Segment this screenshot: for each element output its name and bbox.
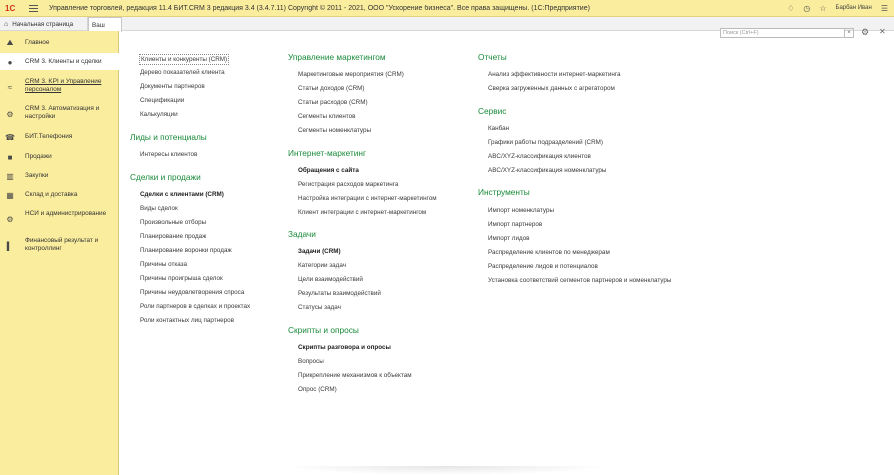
nav-link[interactable]: Анализ эффективности интернет-маркетинга bbox=[488, 71, 621, 78]
nav-link[interactable]: Причины отказа bbox=[140, 261, 188, 268]
cart-icon: ▥ bbox=[6, 171, 14, 181]
sidebar-item-nsi[interactable] bbox=[0, 208, 119, 228]
nav-link[interactable]: Регистрация расходов маркетинга bbox=[298, 181, 399, 188]
nav-link[interactable]: Импорт лидов bbox=[488, 235, 530, 242]
section-heading: Задачи bbox=[288, 229, 316, 239]
nav-link[interactable]: Клиенты и конкуренты (CRM) bbox=[141, 56, 228, 63]
main-menu-button[interactable] bbox=[29, 5, 43, 12]
search-input[interactable]: Поиск (Ctrl+F) bbox=[720, 28, 845, 38]
section-heading: Инструменты bbox=[478, 187, 530, 197]
home-icon: ⛰ bbox=[6, 38, 14, 47]
close-icon[interactable]: ✕ bbox=[879, 27, 886, 36]
nav-link[interactable]: Причины проигрыша сделок bbox=[140, 275, 223, 282]
nav-link[interactable]: Произвольные отборы bbox=[140, 219, 207, 226]
sidebar-item-warehouse[interactable] bbox=[0, 188, 119, 201]
nav-link[interactable]: Статьи доходов (CRM) bbox=[298, 85, 365, 92]
nav-link[interactable]: Установка соответствий сегментов партнеров и номенклатуры bbox=[488, 277, 672, 284]
section-heading: Отчеты bbox=[478, 52, 507, 62]
nav-link[interactable]: Статусы задач bbox=[298, 304, 341, 311]
nav-link[interactable]: Документы партнеров bbox=[140, 83, 205, 90]
nav-link[interactable]: Спецификации bbox=[140, 97, 185, 104]
user-name[interactable]: Барбан Иван bbox=[835, 5, 872, 11]
nav-link[interactable]: Планирование воронки продаж bbox=[140, 247, 232, 254]
sidebar-item-label: Главное bbox=[25, 39, 50, 46]
sidebar-item-label: Финансовый результат и контроллинг bbox=[25, 237, 99, 252]
sidebar-item-label: НСИ и администрирование bbox=[25, 210, 107, 217]
settings-menu-icon[interactable]: ☰ bbox=[880, 3, 888, 13]
nav-link[interactable]: Вопросы bbox=[298, 358, 324, 365]
nav-link[interactable]: Интересы клиентов bbox=[140, 151, 198, 158]
nav-link[interactable]: Сверка загруженных данных с агрегатором bbox=[488, 85, 615, 92]
sidebar-item-label: Продажи bbox=[25, 153, 52, 160]
nav-link[interactable]: Маркетинговые мероприятия (CRM) bbox=[298, 71, 404, 78]
section-heading: Сервис bbox=[478, 106, 507, 116]
nav-link[interactable]: Канбан bbox=[488, 125, 510, 132]
nav-link[interactable]: Сделки с клиентами (CRM) bbox=[140, 191, 224, 198]
nav-link[interactable]: Распределение клиентов по менеджерам bbox=[488, 249, 610, 256]
section-heading: Управление маркетингом bbox=[288, 52, 386, 62]
coins-icon: ● bbox=[7, 57, 13, 67]
warehouse-icon: ▦ bbox=[6, 190, 14, 200]
sidebar-item-telephony[interactable] bbox=[0, 130, 119, 143]
gear-icon: ⚙ bbox=[6, 214, 14, 224]
nav-link[interactable]: Калькуляции bbox=[140, 111, 178, 118]
nav-link[interactable]: Виды сделок bbox=[140, 205, 178, 212]
kpi-icon: ≈ bbox=[7, 82, 13, 92]
nav-link[interactable]: ABC/XYZ-классификация клиентов bbox=[488, 153, 591, 160]
nav-link[interactable]: Категории задач bbox=[298, 262, 347, 269]
nav-link[interactable]: Статьи расходов (CRM) bbox=[298, 99, 368, 106]
bag-icon: ■ bbox=[7, 152, 13, 162]
home-icon: ⌂ bbox=[4, 20, 9, 28]
sidebar-item-label: БИТ.Телефония bbox=[25, 133, 73, 140]
nav-link[interactable]: Прикрепление механизмов к объектам bbox=[298, 372, 412, 379]
sidebar-item-crm-automation[interactable] bbox=[0, 103, 119, 123]
nav-link[interactable]: Роли партнеров в сделках и проектах bbox=[140, 303, 251, 310]
nav-link[interactable]: Причины неудовлетворения спроса bbox=[140, 289, 245, 296]
tab-home-label: Начальная страница bbox=[12, 20, 74, 28]
window-title: Управление торговлей, редакция 11.4 БИТ.CRM 3 редакция 3.4 (3.4.7.11) Copyright © 2011 - 2021, ООО "Ускорение бизнеса". Все права защищены. (1С:Предприятие) bbox=[49, 4, 590, 12]
sections-panel bbox=[0, 31, 119, 475]
sidebar-item-label: CRM 3. KPI и Управление персоналом bbox=[25, 78, 102, 93]
gear-icon[interactable]: ⚙ bbox=[861, 27, 870, 37]
sidebar-item-crm-kpi[interactable] bbox=[0, 76, 119, 96]
nav-link[interactable]: Планирование продаж bbox=[140, 233, 207, 240]
sidebar-item-main[interactable] bbox=[0, 36, 119, 49]
sidebar-item-label: Склад и доставка bbox=[25, 191, 78, 198]
sidebar-item-sales[interactable] bbox=[0, 150, 119, 163]
nav-link[interactable]: Цели взаимодействий bbox=[298, 276, 363, 283]
section-heading: Лиды и потенциалы bbox=[130, 132, 207, 142]
tab-active-label: Ваш bbox=[92, 21, 105, 29]
clear-search-button[interactable]: × bbox=[845, 28, 854, 38]
nav-link[interactable]: ABC/XYZ-классификация номенклатуры bbox=[488, 167, 607, 174]
nav-link[interactable]: Задачи (CRM) bbox=[298, 248, 341, 255]
nav-link[interactable]: Сегменты номенклатуры bbox=[298, 127, 372, 134]
sidebar-item-finance[interactable] bbox=[0, 235, 119, 255]
nav-link[interactable]: Обращения с сайта bbox=[298, 167, 359, 174]
nav-link[interactable]: Графики работы подразделений (CRM) bbox=[488, 139, 603, 146]
bell-icon[interactable]: ♢ bbox=[787, 3, 795, 13]
app-logo: 1С bbox=[5, 3, 16, 13]
title-bar bbox=[0, 0, 894, 17]
sidebar-item-label: CRM 3. Автоматизация и настройки bbox=[25, 105, 100, 120]
phone-icon: ☎ bbox=[5, 132, 15, 142]
star-icon[interactable]: ☆ bbox=[819, 3, 827, 13]
automation-icon: ⚙ bbox=[6, 109, 14, 119]
nav-link[interactable]: Скрипты разговора и опросы bbox=[298, 344, 391, 351]
nav-link[interactable]: Настройка интеграции с интернет-маркетингом bbox=[298, 195, 437, 202]
nav-link[interactable]: Дерево показателей клиента bbox=[140, 69, 225, 76]
nav-link[interactable]: Распределение лидов и потенциалов bbox=[488, 263, 598, 270]
sidebar-item-purchases[interactable] bbox=[0, 169, 119, 182]
nav-link[interactable]: Опрос (CRM) bbox=[298, 386, 337, 393]
nav-link[interactable]: Роли контактных лиц партнеров bbox=[140, 317, 234, 324]
nav-link[interactable]: Импорт номенклатуры bbox=[488, 207, 554, 214]
section-heading: Сделки и продажи bbox=[130, 172, 201, 182]
bar-chart-icon: ▍ bbox=[6, 241, 14, 251]
sidebar-item-crm-clients[interactable] bbox=[0, 53, 119, 70]
nav-link[interactable]: Клиент интеграции с интернет-маркетингом bbox=[298, 209, 427, 216]
tab-active[interactable] bbox=[88, 17, 122, 32]
section-heading: Интернет-маркетинг bbox=[288, 148, 367, 158]
section-heading: Скрипты и опросы bbox=[288, 325, 359, 335]
nav-link[interactable]: Импорт партнеров bbox=[488, 221, 543, 228]
panel-shadow bbox=[280, 466, 610, 475]
tab-home[interactable] bbox=[0, 17, 88, 31]
nav-link[interactable]: Сегменты клиентов bbox=[298, 113, 356, 120]
nav-link[interactable]: Результаты взаимодействий bbox=[298, 290, 381, 297]
sidebar-item-label: CRM 3. Клиенты и сделки bbox=[25, 58, 102, 65]
history-icon[interactable]: ◷ bbox=[803, 3, 811, 13]
sidebar-item-label: Закупки bbox=[25, 172, 49, 179]
